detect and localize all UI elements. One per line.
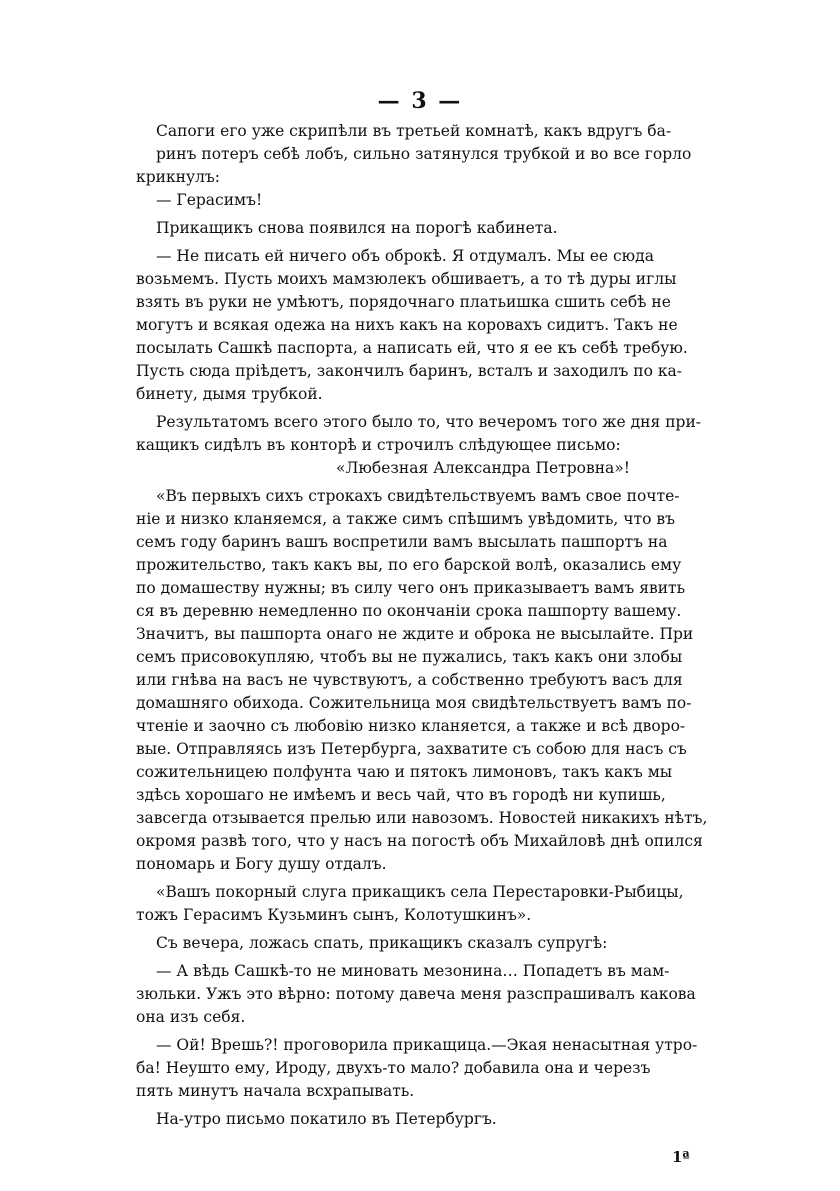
text-line: Пусть сюда пріѣдетъ, закончилъ баринъ, всталъ и заходилъ по ка-	[136, 362, 682, 380]
signature-mark: 1ª	[672, 1148, 690, 1166]
text-line: ринъ потеръ себѣ лобъ, сильно затянулся трубкой и во все горло	[156, 145, 692, 163]
text-line: кащикъ сидѣлъ въ конторѣ и строчилъ слѣдующее письмо:	[136, 436, 621, 454]
text-line: или гнѣва на васъ не чувствуютъ, а собственно требуютъ васъ для	[136, 671, 683, 689]
text-line: сожительницею полфунта чаю и пятокъ лимоновъ, такъ какъ мы	[136, 763, 673, 781]
text-line: Результатомъ всего этого было то, что вечеромъ того же дня при-	[156, 413, 702, 431]
text-line: она изъ себя.	[136, 1008, 246, 1026]
text-line: — Герасимъ!	[156, 191, 263, 209]
text-line: ся въ деревню немедленно по окончаніи срока пашпорту вашему.	[136, 602, 682, 620]
text-line: зюльки. Ужъ это вѣрно: потому давеча меня разспрашивалъ какова	[136, 985, 696, 1003]
text-line: пономарь и Богу душу отдалъ.	[136, 855, 387, 873]
text-line: пять минутъ начала всхрапывать.	[136, 1082, 415, 1100]
text-line: семъ году баринъ вашъ воспретили вамъ высылать пашпортъ на	[136, 533, 668, 551]
text-line: крикнулъ:	[136, 168, 221, 186]
text-line: здѣсь хорошаго не имѣемъ и весь чай, что въ городѣ ни купишь,	[136, 786, 666, 804]
text-line: домашняго обихода. Сожительница моя свидѣтельствуетъ вамъ по-	[136, 694, 692, 712]
letter-signature: тожъ Герасимъ Кузьминъ сынъ, Колотушкинъ».	[136, 906, 532, 924]
text-line: — Не писать ей ничего объ оброкѣ. Я отдумалъ. Мы ее сюда	[156, 247, 654, 265]
body-text	[136, 120, 736, 1131]
text-line: могутъ и всякая одежа на нихъ какъ на коровахъ сидитъ. Такъ не	[136, 316, 678, 334]
text-line: «Въ первыхъ сихъ строкахъ свидѣтельствуемъ вамъ свое почте-	[156, 487, 680, 505]
text-line: посылать Сашкѣ паспорта, а написать ей, что я ее къ себѣ требую.	[136, 339, 688, 357]
text-line: семъ присовокупляю, чтобъ вы не пужались, такъ какъ они злобы	[136, 648, 683, 666]
text-line: Значитъ, вы пашпорта онаго не ждите и оброка не высылайте. При	[136, 625, 694, 643]
page-number: — 3 —	[377, 88, 463, 114]
text-line: завсегда отзывается прелью или навозомъ. Новостей никакихъ нѣтъ,	[136, 809, 708, 827]
text-line: — А вѣдь Сашкѣ-то не миновать мезонина… Попадетъ въ мам-	[156, 962, 670, 980]
text-line: Съ вечера, ложась спать, прикащикъ сказалъ супругѣ:	[156, 934, 608, 952]
text-line: Сапоги его уже скрипѣли въ третьей комнатѣ, какъ вдругъ ба-	[156, 122, 672, 140]
text-line: бинету, дымя трубкой.	[136, 385, 323, 403]
text-line: чтеніе и заочно съ любовію низко кланяется, а также и всѣ дворо-	[136, 717, 686, 735]
text-line: окромя развѣ того, что у насъ на погостѣ объ Михайловѣ днѣ опился	[136, 832, 703, 850]
text-line: — Ой! Врешь?! проговорила прикащица.—Экая ненасытная утро-	[156, 1036, 698, 1054]
text-line: прожительство, такъ какъ вы, по его барской волѣ, оказались ему	[136, 556, 682, 574]
text-line: Прикащикъ снова появился на порогѣ кабинета.	[156, 219, 558, 237]
letter-salutation: «Любезная Александра Петровна»!	[336, 459, 631, 477]
text-line: ба! Неушто ему, Ироду, двухъ-то мало? добавила она и черезъ	[136, 1059, 651, 1077]
text-line: взять въ руки не умѣютъ, порядочнаго платьишка сшить себѣ не	[136, 293, 671, 311]
text-line: ніе и низко кланяемся, а также симъ спѣшимъ увѣдомить, что въ	[136, 510, 675, 528]
text-line: вые. Отправляясь изъ Петербурга, захватите съ собою для насъ съ	[136, 740, 687, 758]
letter-signature: «Вашъ покорный слуга прикащикъ села Перестаровки-Рыбицы,	[156, 883, 684, 901]
text-line: по домашеству нужны; въ силу чего онъ приказываетъ вамъ явить	[136, 579, 686, 597]
text-line: возьмемъ. Пусть моихъ мамзюлекъ обшиваетъ, а то тѣ дуры иглы	[136, 270, 677, 288]
text-line: На-утро письмо покатило въ Петербургъ.	[156, 1110, 497, 1128]
